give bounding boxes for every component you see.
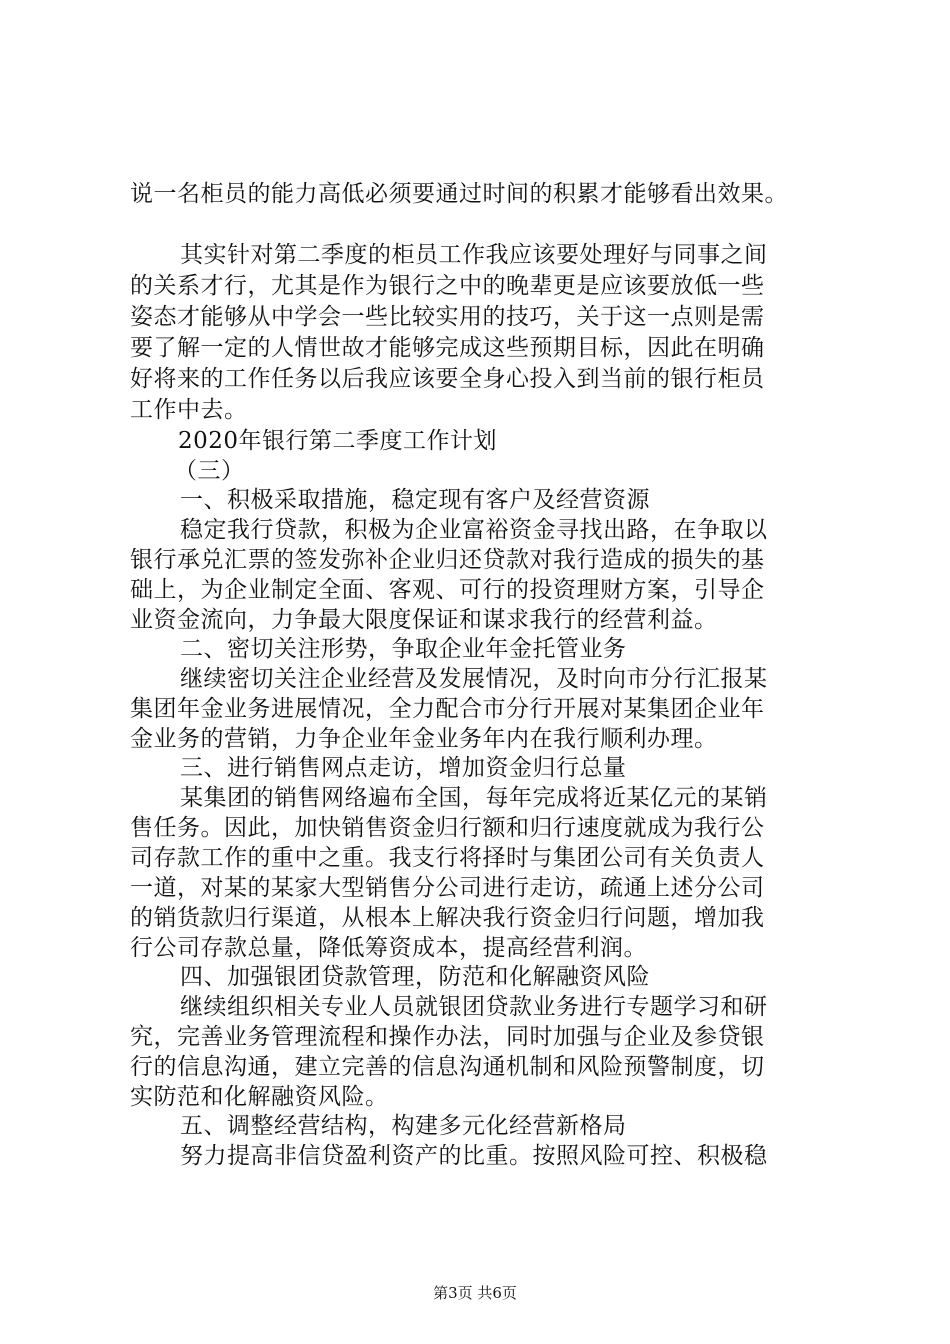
text-line: 好将来的工作任务以后我应该要全身心投入到当前的银行柜员 <box>130 366 765 392</box>
text-line: 努力提高非信贷盈利资产的比重。按照风险可控、积极稳 <box>180 1143 768 1169</box>
text-line: 继续密切关注企业经营及发展情况，及时向市分行汇报某 <box>180 666 768 692</box>
heading-4: 四、加强银团贷款管理，防范和化解融资风险 <box>180 964 650 990</box>
heading-1: 一、积极采取措施，稳定现有客户及经营资源 <box>180 487 650 513</box>
heading-2: 二、密切关注形势，争取企业年金托管业务 <box>180 636 627 662</box>
text-line: 工作中去。 <box>130 397 248 423</box>
text-line: 司存款工作的重中之重。我支行将择时与集团公司有关负责人 <box>130 845 765 871</box>
text-line: 行的信息沟通，建立完善的信息沟通机制和风险预警制度，切 <box>130 1054 765 1080</box>
text-line: 金业务的营销，力争企业年金业务年内在我行顺利办理。 <box>130 726 718 752</box>
section-subtitle: （三） <box>174 458 245 484</box>
text-line: 础上，为企业制定全面、客观、可行的投资理财方案，引导企 <box>130 577 765 603</box>
text-line: 行公司存款总量，降低筹资成本，提高经营利润。 <box>130 935 647 961</box>
text-line: 业资金流向，力争最大限度保证和谋求我行的经营利益。 <box>130 607 718 633</box>
heading-5: 五、调整经营结构，构建多元化经营新格局 <box>180 1113 627 1139</box>
text-line: 的销货款归行渠道，从根本上解决我行资金归行问题，增加我 <box>130 905 765 931</box>
text-line: 要了解一定的人情世故才能够完成这些预期目标，因此在明确 <box>130 335 765 361</box>
text-line: 其实针对第二季度的柜员工作我应该要处理好与同事之间 <box>180 242 768 268</box>
text-line: 售任务。因此，加快销售资金归行额和归行速度就成为我行公 <box>130 815 765 841</box>
text-line: 稳定我行贷款，积极为企业富裕资金寻找出路，在争取以 <box>180 517 768 543</box>
text-line: 的关系才行，尤其是作为银行之中的晚辈更是应该要放低一些 <box>130 273 765 299</box>
text-line: 银行承兑汇票的签发弥补企业归还贷款对我行造成的损失的基 <box>130 547 765 573</box>
heading-3: 三、进行销售网点走访，增加资金归行总量 <box>180 755 627 781</box>
text-line: 集团年金业务进展情况，全力配合市分行开展对某集团企业年 <box>130 696 765 722</box>
text-line: 实防范和化解融资风险。 <box>130 1084 389 1110</box>
text-line: 姿态才能够从中学会一些比较实用的技巧，关于这一点则是需 <box>130 304 765 330</box>
page-number-footer: 第3页 共6页 <box>433 1284 517 1302</box>
section-title: 2020年银行第二季度工作计划 <box>178 428 498 454</box>
text-line: 继续组织相关专业人员就银团贷款业务进行专题学习和研 <box>180 994 768 1020</box>
text-line: 某集团的销售网络遍布全国，每年完成将近某亿元的某销 <box>180 785 768 811</box>
text-line: 说一名柜员的能力高低必须要通过时间的积累才能够看出效果。 <box>130 181 788 207</box>
text-line: 究，完善业务管理流程和操作办法，同时加强与企业及参贷银 <box>130 1024 765 1050</box>
text-line: 一道，对某的某家大型销售分公司进行走访，疏通上述分公司 <box>130 875 765 901</box>
